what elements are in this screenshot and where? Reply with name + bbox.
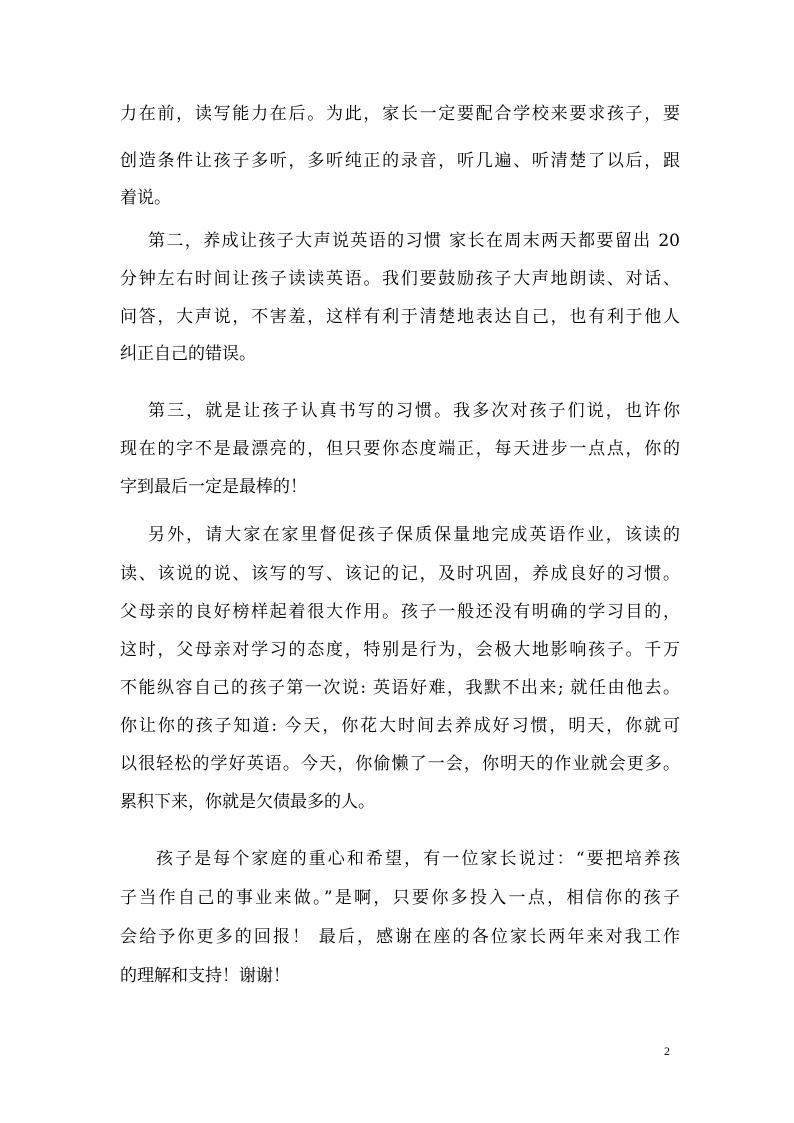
text-line: 字到最后一定是最棒的！ bbox=[120, 477, 307, 497]
text-line: 孩子是每个家庭的重心和希望，有一位家长说过：“要把培养孩 bbox=[156, 849, 680, 869]
text-line: 的理解和支持！谢谢！ bbox=[120, 966, 290, 986]
text-line: 父母亲的良好榜样起着很大作用。孩子一般还没有明确的学习目的， bbox=[120, 602, 680, 622]
text-line: 第三，就是让孩子认真书写的习惯。我多次对孩子们说，也许你 bbox=[148, 401, 680, 421]
text-line: 分钟左右时间让孩子读读英语。我们要鼓励孩子大声地朗读、对话、 bbox=[120, 269, 680, 289]
text-line: 纠正自己的错误。 bbox=[120, 344, 256, 364]
text-line: 你让你的孩子知道: 今天，你花大时间去养成好习惯，明天，你就可 bbox=[120, 716, 680, 736]
text-line: 问答，大声说，不害羞，这样有利于清楚地表达自己，也有利于他人 bbox=[120, 307, 680, 327]
text-line: 着说。 bbox=[120, 188, 171, 208]
text-line: 以很轻松的学好英语。今天，你偷懒了一会，你明天的作业就会更多。 bbox=[120, 754, 680, 774]
text-line: 力在前，读写能力在后。为此，家长一定要配合学校来要求孩子，要 bbox=[120, 104, 680, 124]
text-line: 不能纵容自己的孩子第一次说: 英语好难，我默不出来; 就任由他去。 bbox=[120, 678, 680, 698]
text-line: 累积下来，你就是欠债最多的人。 bbox=[120, 792, 375, 812]
text-line: 会给予你更多的回报！ 最后，感谢在座的各位家长两年来对我工作 bbox=[120, 927, 680, 947]
text-line: 读、该说的说、该写的写、该记的记，及时巩固，养成良好的习惯。 bbox=[120, 564, 680, 584]
text-line: 创造条件让孩子多听，多听纯正的录音，听几遍、听清楚了以后，跟 bbox=[120, 151, 680, 171]
page-number: 2 bbox=[664, 1044, 670, 1058]
text-line: 第二，养成让孩子大声说英语的习惯 家长在周末两天都要留出 20 bbox=[148, 231, 680, 251]
text-line: 现在的字不是最漂亮的，但只要你态度端正，每天进步一点点，你的 bbox=[120, 439, 680, 459]
text-line: 这时，父母亲对学习的态度，特别是行为，会极大地影响孩子。千万 bbox=[120, 640, 680, 660]
text-line: 另外，请大家在家里督促孩子保质保量地完成英语作业，该读的 bbox=[148, 525, 680, 545]
text-line: 子当作自己的事业来做。”是啊，只要你多投入一点，相信你的孩子 bbox=[120, 888, 680, 908]
